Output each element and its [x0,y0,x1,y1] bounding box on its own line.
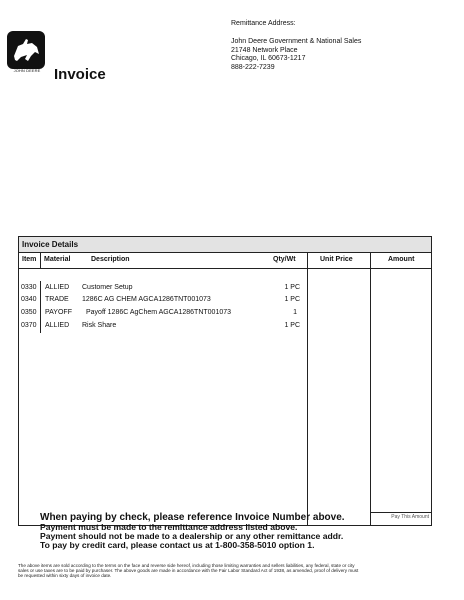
row-description: Risk Share [82,322,117,329]
column-divider [40,252,41,268]
row-item: 0370 [21,322,37,329]
column-divider [307,252,308,525]
column-header-item: Item [22,256,37,263]
column-header-description: Description [91,256,130,263]
row-description: 1286C AG CHEM AGCA1286TNT001073 [82,296,211,303]
row-qty: 1 PC [284,296,300,303]
remittance-phone: 888-222-7239 [231,63,275,71]
row-qty: 1 PC [284,322,300,329]
payment-notice [40,512,345,550]
invoice-details-table [18,236,432,526]
row-material: PAYOFF [45,309,72,316]
john-deere-logo [6,30,46,70]
column-header-amount: Amount [388,256,415,263]
notice-line: Payment must be made to the remittance address listed above. [40,522,298,532]
terms-text: The above items are sold according to the terms on the face and reverse side hereof, including those limiting warranties and sellers liabilities, any federal, state or city sales or use taxes are to be paid by purchaser. The above goods are made in accordance with the Fair Labor Standard Act of 1938, as amended, proof of delivery must be requested within sixty days of invoice date. [18,563,359,579]
row-material: ALLIED [45,322,70,329]
notice-line: Payment should not be made to a dealership or any other remittance addr. [40,531,344,541]
pay-this-amount-label: Pay This Amount [370,512,432,526]
column-divider [370,252,371,525]
row-material: TRADE [45,296,69,303]
column-header-unit-price: Unit Price [320,256,353,263]
notice-line: When paying by check, please reference Invoice Number above. [40,512,345,523]
column-divider [40,281,41,333]
column-header-material: Material [44,256,71,263]
page-title: Invoice [54,66,106,83]
row-qty: 1 PC [284,284,300,291]
table-title: Invoice Details [19,237,431,253]
row-description: Payoff 1286C AgChem AGCA1286TNT001073 [86,309,232,316]
row-material: ALLIED [45,284,70,291]
row-item: 0340 [21,296,37,303]
notice-line: To pay by credit card, please contact us at 1-800-358-5010 option 1. [40,540,315,550]
remittance-heading: Remittance Address: [231,20,296,27]
row-item: 0330 [21,284,37,291]
row-description: Customer Setup [82,284,133,291]
logo-text: JOHN DEERE [13,68,41,73]
column-header-qty: Qty/Wt [273,256,296,263]
remittance-city: Chicago, IL 60673-1217 [231,55,306,63]
remittance-name: John Deere Government & National Sales [231,38,362,45]
remittance-address [231,38,361,72]
remittance-street: 21748 Network Place [231,46,298,54]
row-item: 0350 [21,309,37,316]
row-qty: 1 [293,309,297,316]
deer-icon [6,30,46,70]
